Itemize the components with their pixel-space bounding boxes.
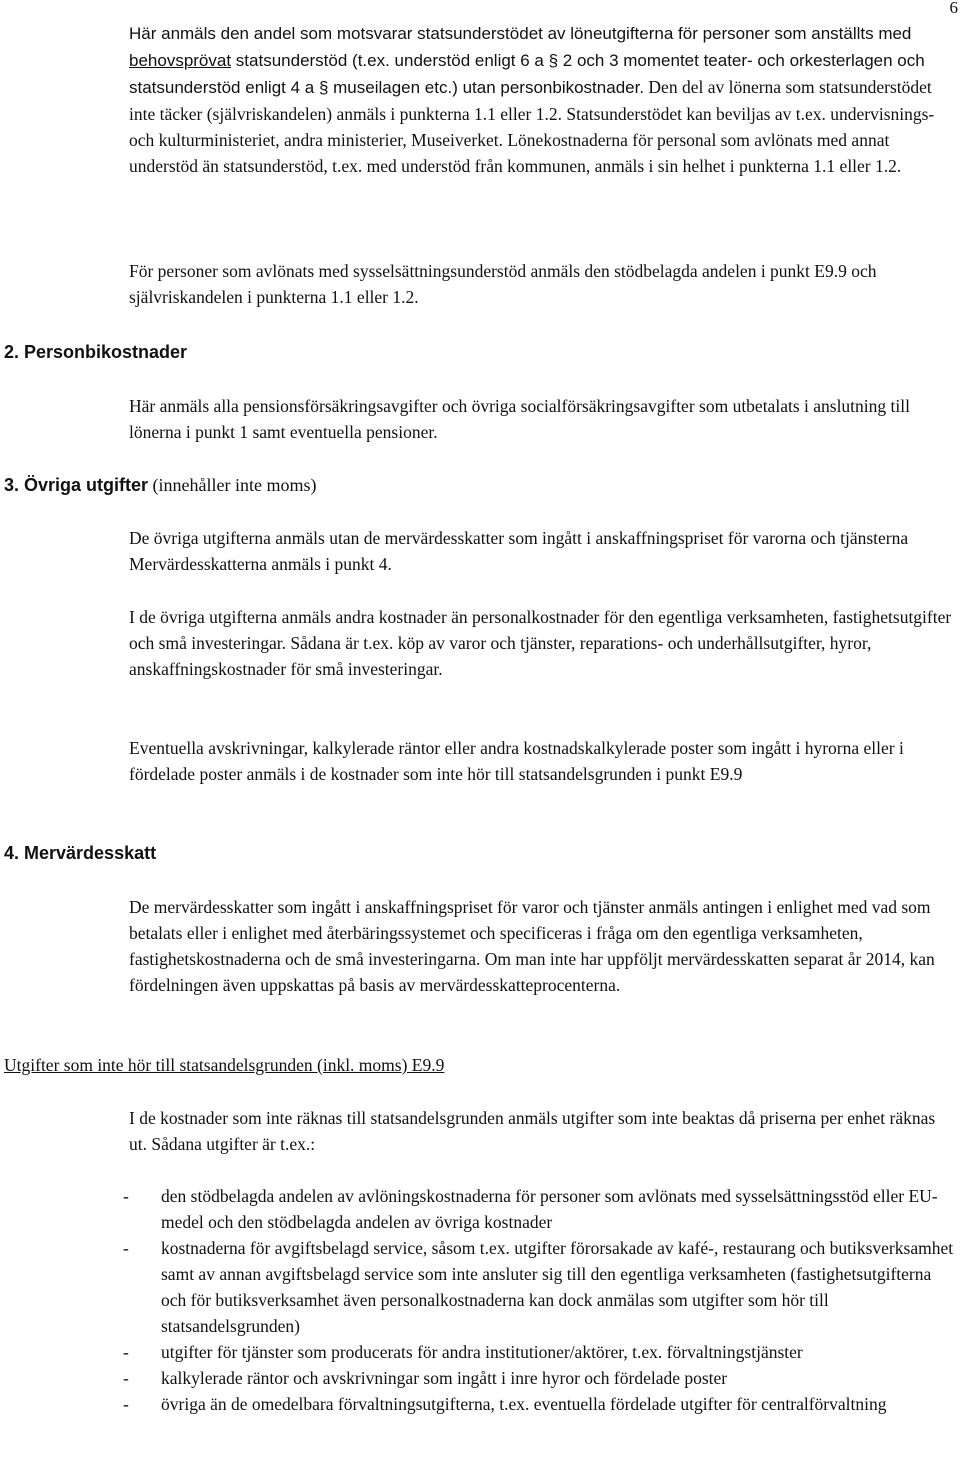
- intro-paragraph-2: [129, 258, 957, 310]
- section-4-title: 4. Mervärdesskatt: [4, 843, 157, 863]
- section-2-heading: [4, 339, 187, 365]
- section-3-heading: [4, 472, 316, 498]
- section-4-text: De mervärdesskatter som ingått i anskaffningspriset för varor och tjänster anmäls antingen i enlighet med vad som betalats eller i enlighet med återbäringssystemet och specificeras i fråga om den egentliga verksamheten, fastighetskostnaderna och de små investeringarna. Om man inte har uppföljt mervärdesskatten separat år 2014, kan fördelningen även uppskattas på basis av mervärdesskatteprocenterna.: [129, 897, 935, 995]
- section-e99-list-block: [129, 1183, 957, 1417]
- section-e99-heading: Utgifter som inte hör till statsandelsgrunden (inkl. moms) E9.9: [4, 1055, 445, 1075]
- intro-underlined-term: behovsprövat: [129, 51, 232, 70]
- section-e99-text: I de kostnader som inte räknas till statsandelsgrunden anmäls utgifter som inte beaktas då priserna per enhet räknas ut. Sådana utgifter är t.ex.:: [129, 1108, 936, 1154]
- section-3-text-1: De övriga utgifterna anmäls utan de mervärdesskatter som ingått i anskaffningspriset för varorna och tjänsterna Mervärdesskatterna anmäls i punkt 4.: [129, 528, 909, 574]
- list-item: - övriga än de omedelbara förvaltningsutgifterna, t.ex. eventuella fördelade utgifter för centralförvaltning: [129, 1391, 957, 1417]
- page-number: 6: [949, 0, 958, 17]
- section-3-text-3: Eventuella avskrivningar, kalkylerade räntor eller andra kostnadskalkylerade poster som ingått i hyrorna eller i fördelade poster anmäls i de kostnader som inte hör till statsandelsgrunden i punkt E9.9: [129, 738, 904, 784]
- section-4-paragraph: [129, 894, 957, 998]
- expense-list: [129, 1183, 957, 1417]
- section-4-heading: [4, 840, 156, 866]
- section-2-title: 2. Personbikostnader: [4, 342, 188, 362]
- list-item: - den stödbelagda andelen av avlöningskostnaderna för personer som avlönats med sysselsättningsstöd eller EU-medel och den stödbelagda andelen av övriga kostnader: [129, 1183, 957, 1235]
- intro-text-pre: Här anmäls den andel som motsvarar statsunderstödet av löneutgifterna för personer som anställts med: [129, 24, 912, 43]
- section-3-title: 3. Övriga utgifter: [4, 475, 149, 495]
- section-2-text: Här anmäls alla pensionsförsäkringsavgifter och övriga socialförsäkringsavgifter som utbetalats i anslutning till lönerna i punkt 1 samt eventuella pensioner.: [129, 396, 910, 442]
- section-3-text-2: I de övriga utgifterna anmäls andra kostnader än personalkostnader för den egentliga verksamheten, fastighetsutgifter och små investeringar. Sådana är t.ex. köp av varor och tjänster, reparations- och underhållsutgifter, hyror, anskaffningskostnader för små investeringar.: [129, 607, 952, 679]
- intro-paragraph-1: [129, 20, 957, 179]
- intro-text-rest: Den del av lönerna som statsunderstödet inte täcker (självriskandelen) anmäls i punkterna 1.1 eller 1.2. Statsunderstödet kan beviljas av t.ex. undervisnings- och kulturministeriet, andra ministerier, Museiverket. Lönekostnaderna för personal som avlönats med annat understöd än statsunderstöd, t.ex. med understöd från kommunen, anmäls i sin helhet i punkterna 1.1 eller 1.2.: [129, 77, 935, 176]
- intro-text-post: statsunderstöd (t.ex. understöd enligt 6 a § 2 och 3 momentet teater- och orkesterlagen och statsunderstöd enligt 4 a § museilagen etc.) utan personbikostnader.: [129, 51, 925, 97]
- list-item: - kostnaderna för avgiftsbelagd service, såsom t.ex. utgifter förorsakade av kafé-, restaurang och butiksverksamhet samt av annan avgiftsbelagd service som inte ansluter sig till den egentliga verksamheten (fastighetsutgifterna och för butiksverksamhet även personalkostnaderna kan dock anmälas som utgifter som hör till statsandelsgrunden): [129, 1235, 957, 1339]
- list-item: - kalkylerade räntor och avskrivningar som ingått i inre hyror och fördelade poster: [129, 1365, 957, 1391]
- section-2-paragraph: [129, 393, 957, 445]
- section-3-subtitle: (innehåller inte moms): [148, 475, 317, 495]
- section-3-paragraph-1: [129, 525, 957, 577]
- list-item: - utgifter för tjänster som producerats för andra institutioner/aktörer, t.ex. förvaltningstjänster: [129, 1339, 957, 1365]
- section-3-paragraph-2: [129, 604, 957, 682]
- section-e99-paragraph: [129, 1105, 957, 1157]
- section-3-paragraph-3: [129, 735, 957, 787]
- intro-p2-text: För personer som avlönats med sysselsättningsunderstöd anmäls den stödbelagda andelen i punkt E9.9 och självriskandelen i punkterna 1.1 eller 1.2.: [129, 261, 877, 307]
